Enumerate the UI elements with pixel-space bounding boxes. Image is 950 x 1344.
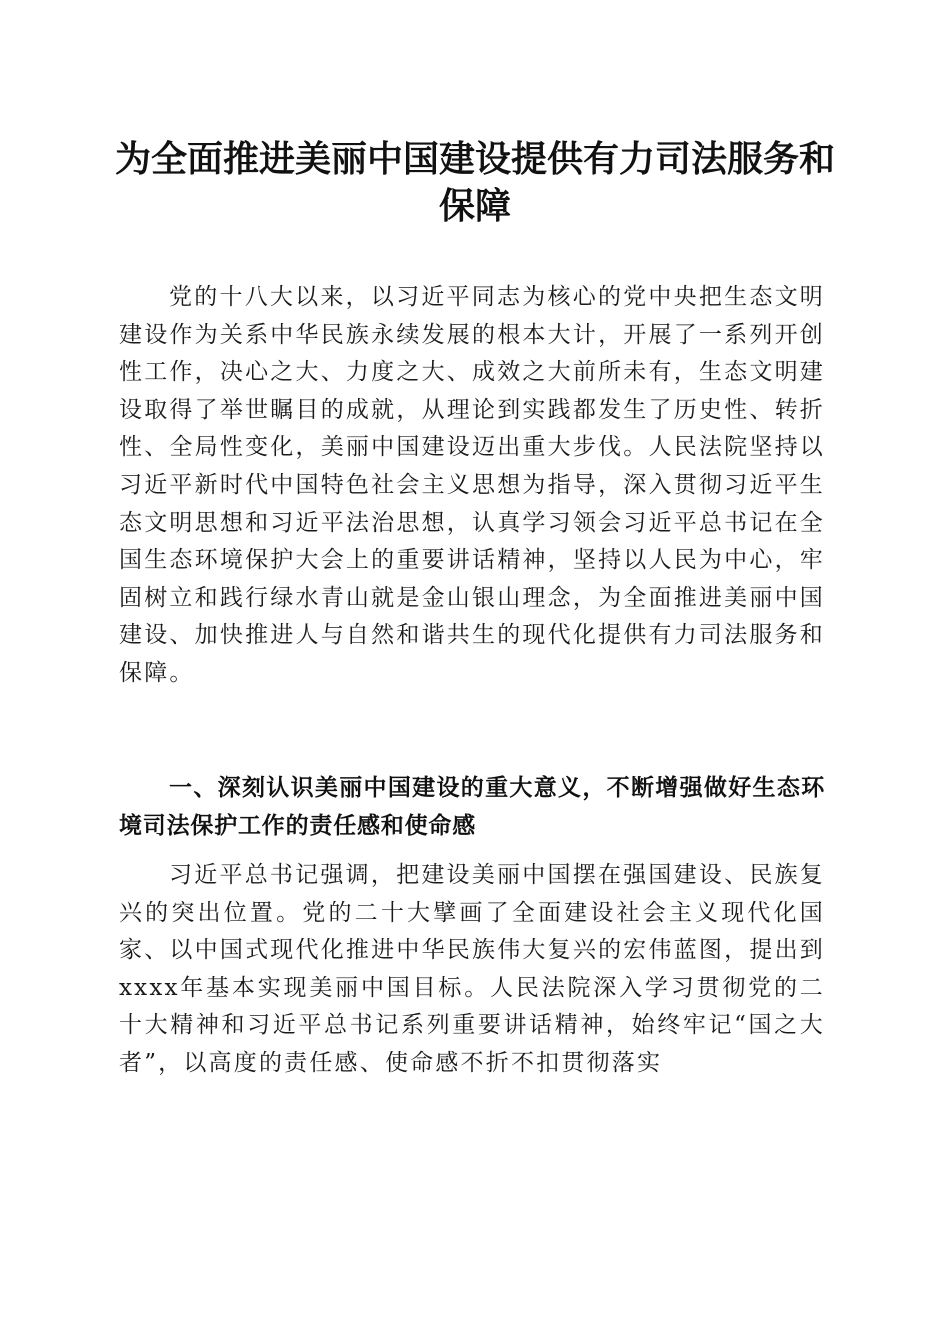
section-1-paragraph: 习近平总书记强调，把建设美丽中国摆在强国建设、民族复兴的突出位置。党的二十大擘画了全面建设社会主义现代化国家、以中国式现代化推进中华民族伟大复兴的宏伟蓝图，提出到xxxx年基本实现美丽中国目标。人民法院深入学习贯彻党的二十大精神和习近平总书记系列重要讲话精神，始终牢记“国之大者”，以高度的责任感、使命感不折不扣贯彻落实 [119,862,825,1076]
section-heading-1: 一、深刻认识美丽中国建设的重大意义，不断增强做好生态环境司法保护工作的责任感和使命感 [119,775,825,839]
document-title: 为全面推进美丽中国建设提供有力司法服务和保障 [114,138,835,227]
intro-paragraph: 党的十八大以来，以习近平同志为核心的党中央把生态文明建设作为关系中华民族永续发展的根本大计，开展了一系列开创性工作，决心之大、力度之大、成效之大前所未有，生态文明建设取得了举世瞩目的成就，从理论到实践都发生了历史性、转折性、全局性变化，美丽中国建设迈出重大步伐。人民法院坚持以习近平新时代中国特色社会主义思想为指导，深入贯彻习近平生态文明思想和习近平法治思想，认真学习领会习近平总书记在全国生态环境保护大会上的重要讲话精神，坚持以人民为中心，牢固树立和践行绿水青山就是金山银山理念，为全面推进美丽中国建设、加快推进人与自然和谐共生的现代化提供有力司法服务和保障。 [119,284,825,686]
